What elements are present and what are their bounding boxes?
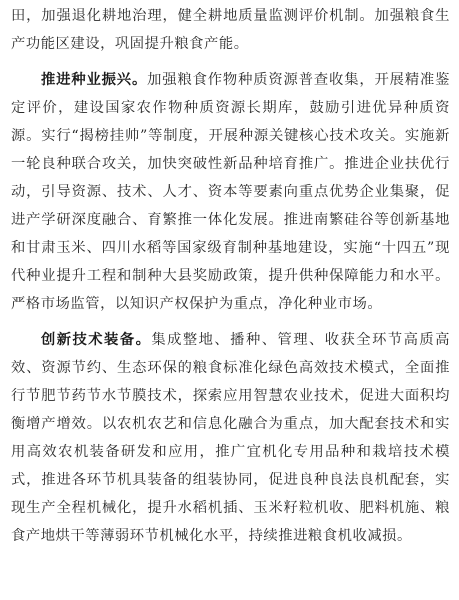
paragraph-technology-equipment	[11, 326, 450, 550]
paragraph-farmland	[11, 2, 450, 58]
paragraph-text: 加强粮食作物种质资源普查收集，开展精准鉴定评价，建设国家农作物种质资源长期库，鼓励引进优异种质资源。实行“揭榜挂帅”等制度，开展种源关键核心技术攻关。实施新一轮良种联合攻关，加快突破性新品种培育推广。推进企业扶优行动，引导资源、技术、人才、资本等要素向重点优势企业集聚，促进产学研深度融合、育繁推一体化发展。推进南繁硅谷等创新基地和甘肃玉米、四川水稻等国家级育制种基地建设，实施“十四五”现代种业提升工程和制种大县奖励政策，提升供种保障能力和水平。严格市场监管，以知识产权保护为重点，净化种业市场。	[11, 72, 450, 312]
paragraph-text: 集成整地、播种、管理、收获全环节高质高效、资源节约、生态环保的粮食标准化绿色高效技术模式，全面推行节肥节药节水节膜技术，探索应用智慧农业技术，促进大面积均衡增产增效。以农机农艺和信息化融合为重点，加大配套技术和实用高效农机装备研发和应用，推广宜机化专用品种和栽培技术模式，推进各环节机具装备的组装协同，促进良种良法良机配套，实现生产全程机械化，提升水稻机插、玉米籽粒机收、肥料机施、粮食产地烘干等薄弱环节机械化水平，持续推进粮食机收减损。	[11, 332, 450, 544]
paragraph-seed-industry	[11, 66, 450, 318]
paragraph-lead: 推进种业振兴。	[41, 72, 148, 88]
paragraph-lead: 创新技术装备。	[41, 332, 152, 348]
paragraph-text: 田，加强退化耕地治理，健全耕地质量监测评价机制。加强粮食生产功能区建设，巩固提升粮食产能。	[11, 8, 450, 52]
